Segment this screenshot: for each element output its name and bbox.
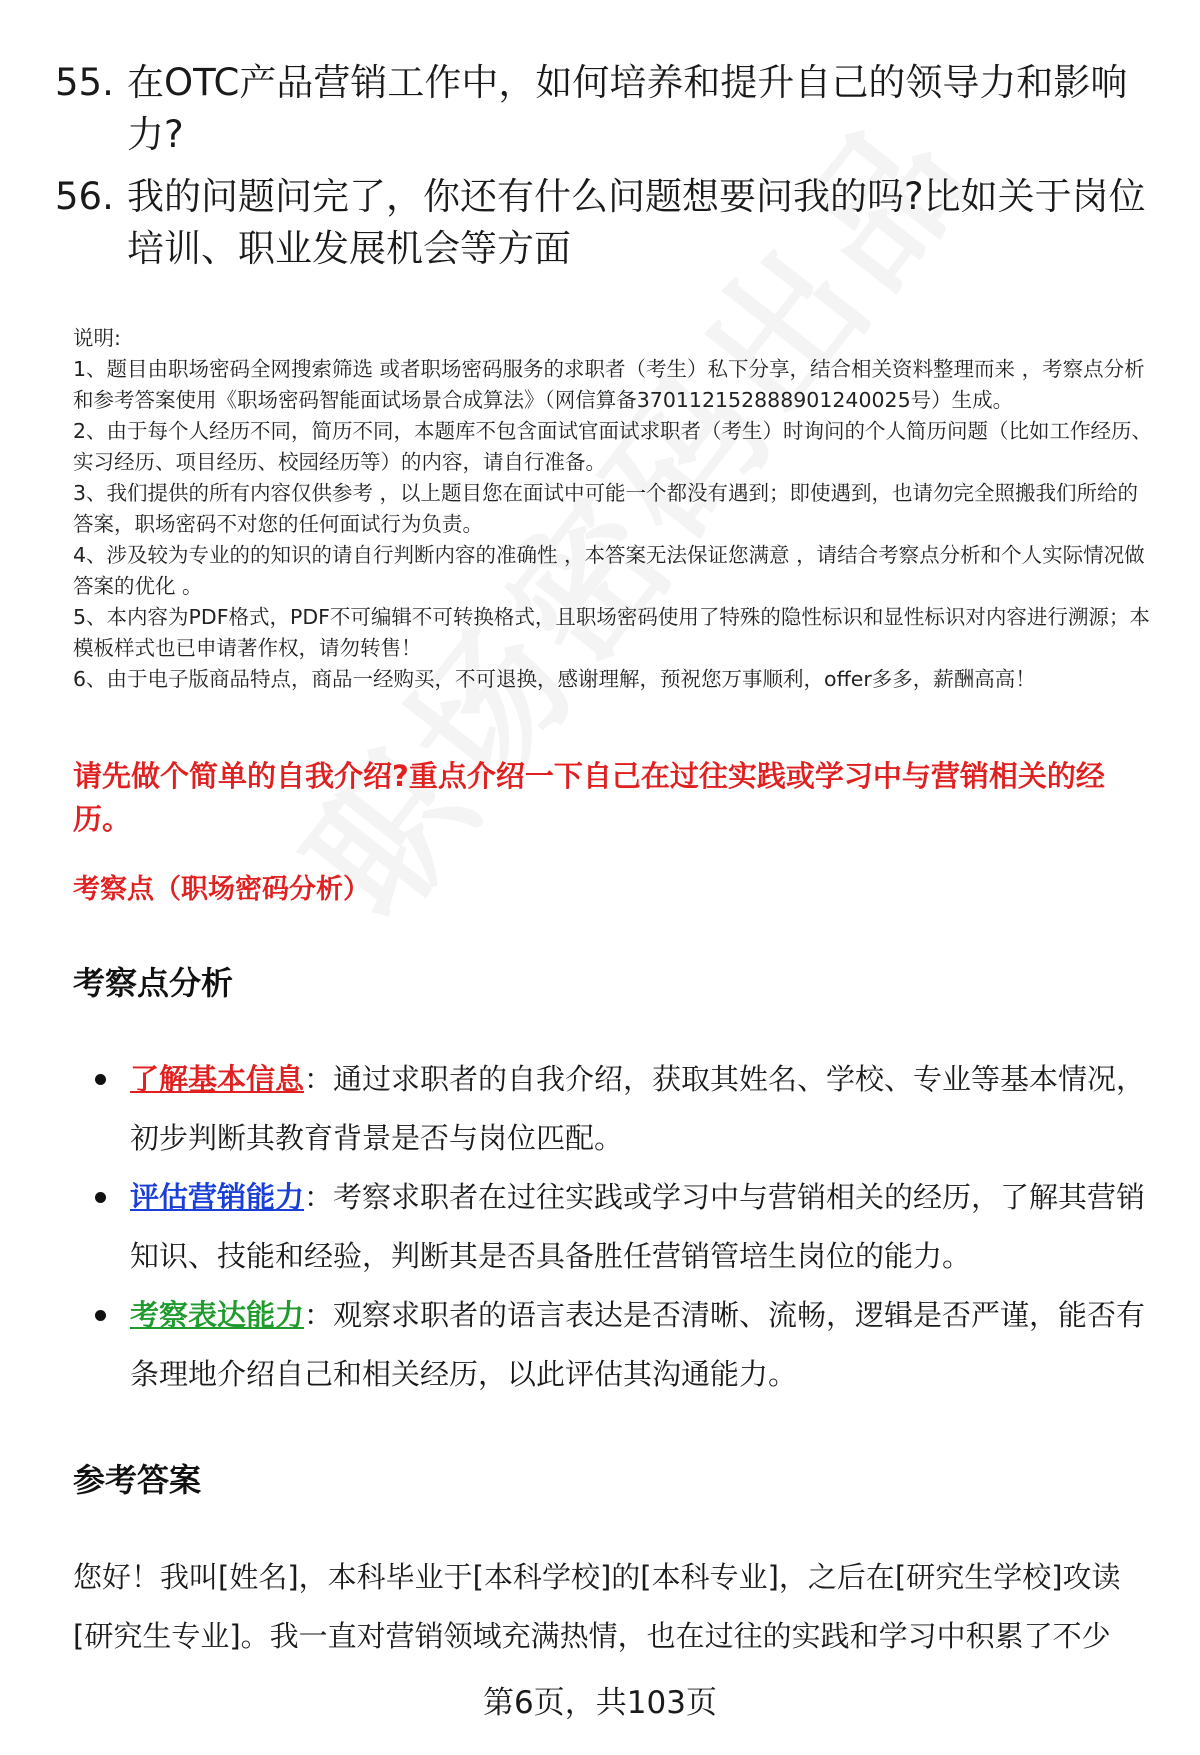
notes-item: 6、由于电子版商品特点，商品一经购买，不可退换，感谢理解，预祝您万事顺利，offer多多，薪酬高高！ <box>73 667 1036 691</box>
question-number: 55. <box>55 61 114 104</box>
analysis-item <box>95 1168 1155 1286</box>
notes-item: 4、涉及较为专业的的知识的请自行判断内容的准确性 ，本答案无法保证您满意 ，请结合考察点分析和个人实际情况做答案的优化 。 <box>73 543 1145 598</box>
reference-answer: 您好！我叫[姓名]，本科毕业于[本科学校]的[本科专业]，之后在[研究生学校]攻读[研究生专业]。我一直对营销领域充满热情，也在过往的实践和学习中积累了不少 <box>73 1560 1121 1653</box>
disclaimer-notes <box>73 323 1158 695</box>
question-56 <box>55 171 1155 275</box>
analysis-item <box>95 1050 1155 1168</box>
interview-question: 请先做个简单的自我介绍?重点介绍一下自己在过往实践或学习中与营销相关的经历。 <box>73 759 1105 836</box>
analysis-text: ：通过求职者的自我介绍，获取其姓名、学校、专业等基本情况，初步判断其教育背景是否与岗位匹配。 <box>130 1062 1146 1155</box>
analysis-key: 评估营销能力 <box>130 1180 305 1214</box>
question-55 <box>55 57 1155 161</box>
analysis-key: 考察表达能力 <box>130 1298 305 1332</box>
notes-item: 5、本内容为PDF格式，PDF不可编辑不可转换格式，且职场密码使用了特殊的隐性标识和显性标识对内容进行溯源；本模板样式也已申请著作权，请勿转售！ <box>73 605 1150 660</box>
bullet-icon <box>95 1310 106 1321</box>
question-text: 在OTC产品营销工作中，如何培养和提升自己的领导力和影响力? <box>127 61 1128 156</box>
bullet-icon <box>95 1192 106 1203</box>
analysis-subtitle: 考察点（职场密码分析） <box>73 874 370 905</box>
analysis-text: ：考察求职者在过往实践或学习中与营销相关的经历，了解其营销知识、技能和经验，判断其是否具备胜任营销管培生岗位的能力。 <box>130 1180 1146 1273</box>
notes-title: 说明: <box>73 326 121 350</box>
notes-item: 1、题目由职场密码全网搜索筛选 或者职场密码服务的求职者（考生）私下分享，结合相关资料整理而来 ，考察点分析和参考答案使用《职场密码智能面试场景合成算法》（网信算备370112152888901240025号）生成。 <box>73 357 1145 412</box>
section-heading-analysis: 考察点分析 <box>73 964 234 1002</box>
bullet-icon <box>95 1074 106 1085</box>
analysis-text: ：观察求职者的语言表达是否清晰、流畅，逻辑是否严谨，能否有条理地介绍自己和相关经历，以此评估其沟通能力。 <box>130 1298 1146 1391</box>
analysis-key: 了解基本信息 <box>130 1062 305 1096</box>
analysis-list <box>95 1050 1155 1404</box>
page-number: 第6页，共103页 <box>483 1685 717 1721</box>
notes-item: 3、我们提供的所有内容仅供参考 ，以上题目您在面试中可能一个都没有遇到；即使遇到，也请勿完全照搬我们所给的答案，职场密码不对您的任何面试行为负责。 <box>73 481 1139 536</box>
notes-item: 2、由于每个人经历不同，简历不同，本题库不包含面试官面试求职者（考生）时询问的个人简历问题（比如工作经历、实习经历、项目经历、校园经历等）的内容，请自行准备。 <box>73 419 1153 474</box>
section-heading-answer: 参考答案 <box>73 1461 202 1499</box>
question-number: 56. <box>55 175 114 218</box>
analysis-item <box>95 1286 1155 1404</box>
question-text: 我的问题问完了，你还有什么问题想要问我的吗?比如关于岗位培训、职业发展机会等方面 <box>127 175 1146 270</box>
